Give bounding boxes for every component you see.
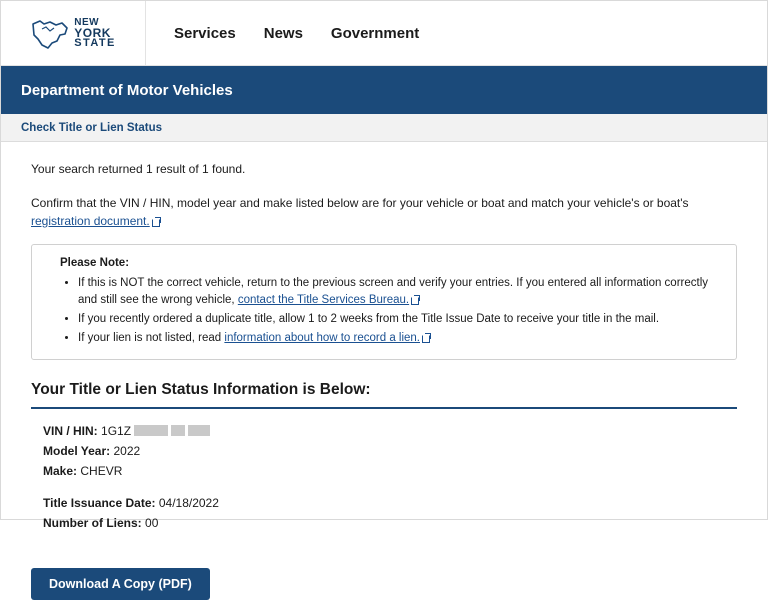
logo-line-1: NEW	[74, 17, 100, 28]
external-link-icon	[411, 295, 419, 303]
nav-item-services[interactable]: Services	[174, 24, 236, 42]
page-title: Your Title or Lien Status Information is Below:	[31, 381, 371, 399]
main-content	[1, 142, 767, 544]
redaction-block	[188, 425, 210, 436]
list-item	[78, 275, 722, 309]
nav-item-government[interactable]: Government	[330, 24, 420, 42]
please-note-list	[46, 275, 722, 347]
detail-row-model-year	[43, 442, 737, 460]
detail-label-title-issuance-date: Title Issuance Date:	[43, 495, 156, 510]
detail-value-model-year: 2022	[113, 443, 141, 458]
primary-nav	[146, 1, 419, 65]
detail-value-vin: 1G1Z	[101, 423, 132, 438]
nav-item-news[interactable]: News	[263, 24, 303, 42]
detail-label-model-year: Model Year:	[43, 443, 111, 458]
confirm-instruction-text: Confirm that the VIN / HIN, model year and make listed below are for your vehicle or boat and match your vehicle's or boat's	[31, 196, 689, 210]
title-details	[31, 422, 737, 532]
detail-row-vin	[43, 422, 737, 440]
redaction-block	[171, 425, 185, 436]
ny-state-logo[interactable]	[1, 1, 146, 65]
download-copy-pdf-button[interactable]: Download A Copy (PDF)	[31, 568, 210, 600]
detail-spacer	[43, 482, 737, 494]
logo-wordmark	[74, 18, 115, 48]
search-result-count: Your search returned 1 result of 1 found.	[31, 162, 246, 176]
breadcrumb-link-check-title-or-lien-status[interactable]: Check Title or Lien Status	[21, 121, 163, 134]
detail-value-number-of-liens: 00	[145, 515, 159, 530]
breadcrumb	[1, 114, 767, 142]
title-services-bureau-link[interactable]: contact the Title Services Bureau.	[237, 294, 410, 307]
please-note-box	[31, 244, 737, 360]
external-link-icon	[152, 217, 160, 225]
confirm-instruction	[31, 194, 737, 230]
detail-row-make	[43, 462, 737, 480]
detail-label-number-of-liens: Number of Liens:	[43, 515, 142, 530]
note-item-2-text: If you recently ordered a duplicate title, allow 1 to 2 weeks from the Title Issue Date to receive your title in the mail.	[78, 313, 660, 326]
external-link-icon	[422, 333, 430, 341]
logo-line-3: STATE	[74, 37, 116, 49]
detail-label-make: Make:	[43, 463, 78, 478]
registration-document-link[interactable]: registration document.	[31, 214, 150, 228]
list-item	[78, 330, 722, 347]
redaction-block	[134, 425, 168, 436]
site-header	[1, 1, 767, 66]
list-item	[78, 311, 722, 328]
record-a-lien-link[interactable]: information about how to record a lien.	[224, 332, 421, 345]
detail-value-title-issuance-date: 04/18/2022	[158, 495, 219, 510]
detail-label-vin: VIN / HIN:	[43, 423, 98, 438]
agency-title: Department of Motor Vehicles	[21, 81, 233, 99]
note-item-3-text: If your lien is not listed, read	[78, 332, 225, 345]
ny-state-outline-icon	[30, 15, 70, 51]
note-item-1-text: If this is NOT the correct vehicle, return to the previous screen and verify your entries. If you entered all information correctly and still see the wrong vehicle,	[78, 277, 709, 307]
heading-divider	[31, 407, 737, 409]
logo-line-2: YORK	[74, 26, 111, 40]
detail-value-make: CHEVR	[80, 463, 123, 478]
detail-row-number-of-liens	[43, 514, 737, 532]
please-note-title: Please Note:	[60, 257, 130, 269]
detail-row-title-issuance-date	[43, 494, 737, 512]
agency-title-bar	[1, 66, 767, 114]
action-bar	[1, 568, 767, 600]
